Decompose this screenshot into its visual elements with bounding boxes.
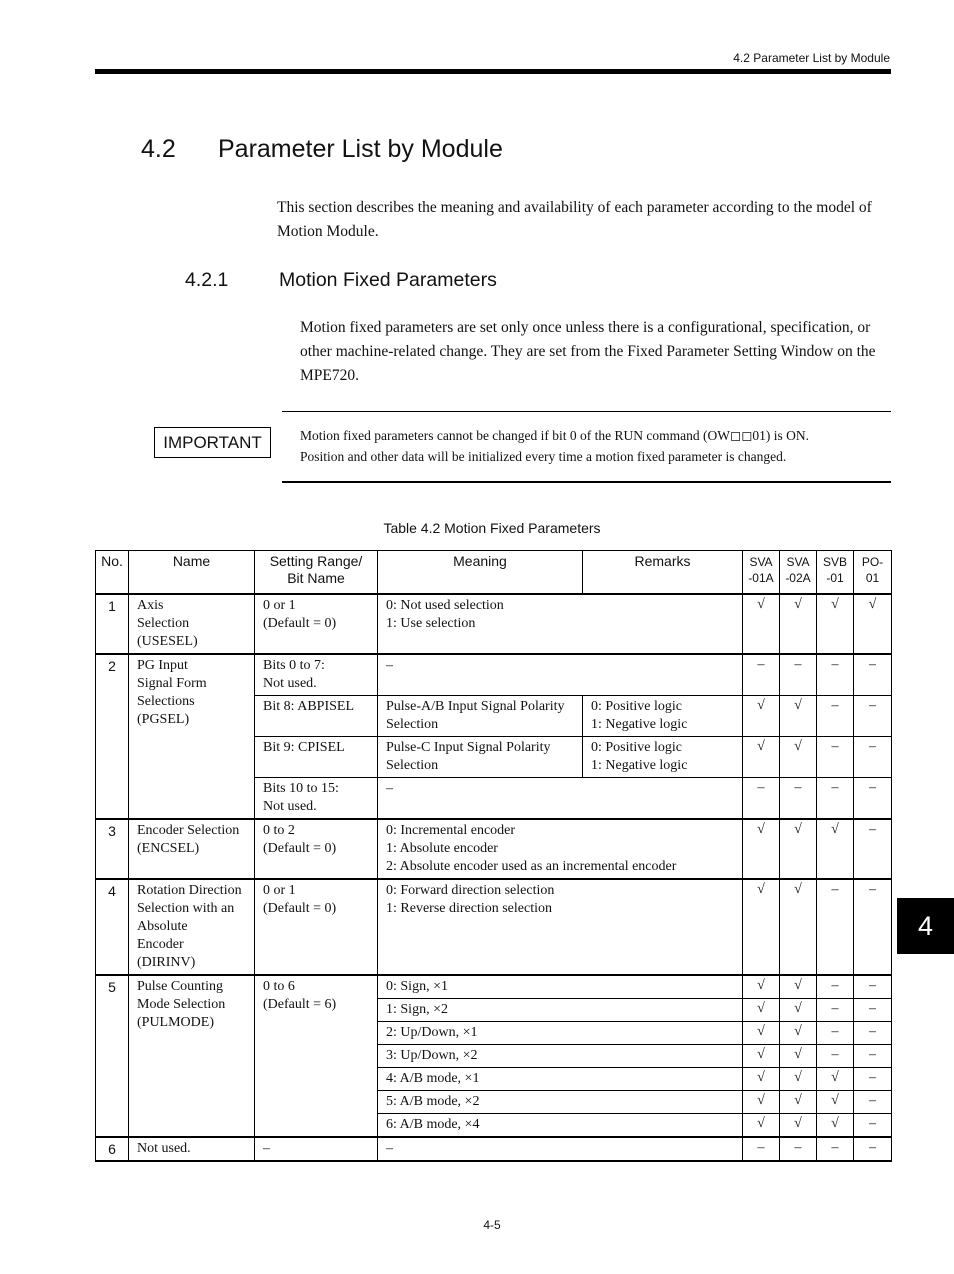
mark-cell: √ bbox=[743, 737, 780, 778]
important-rule-top bbox=[282, 411, 891, 412]
meaning: Pulse-A/B Input Signal Polarity Selection bbox=[378, 696, 583, 737]
mark-cell: √ bbox=[780, 696, 817, 737]
mark-cell: – bbox=[854, 1022, 892, 1045]
subsection-number: 4.2.1 bbox=[185, 269, 229, 291]
parameters-table bbox=[95, 550, 892, 1162]
meaning: 1: Sign, ×2 bbox=[378, 999, 743, 1022]
mark-cell: √ bbox=[743, 696, 780, 737]
meaning: 2: Up/Down, ×1 bbox=[378, 1022, 743, 1045]
body-paragraph: Motion fixed parameters are set only once unless there is a configurational, specification, or other machine-related change. They are set from the Fixed Parameter Setting Window on the MPE720. bbox=[300, 319, 876, 384]
row-number: 4 bbox=[96, 879, 129, 975]
mark-cell: √ bbox=[780, 737, 817, 778]
mark-cell: √ bbox=[780, 999, 817, 1022]
mark-cell: √ bbox=[743, 1068, 780, 1091]
mark-cell: √ bbox=[817, 819, 854, 879]
meaning: 6: A/B mode, ×4 bbox=[378, 1114, 743, 1138]
mark-cell: – bbox=[854, 696, 892, 737]
table-row bbox=[96, 975, 892, 999]
header-model-po01 bbox=[854, 551, 892, 595]
table-row bbox=[96, 594, 892, 654]
meaning: 0: Incremental encoder 1: Absolute encoder 2: Absolute encoder used as an incremental encoder bbox=[378, 819, 743, 879]
subsection-title: Motion Fixed Parameters bbox=[279, 269, 497, 291]
header-model-svb01-line1: SVB bbox=[822, 555, 847, 569]
mark-cell: – bbox=[854, 999, 892, 1022]
important-line-2: Position and other data will be initialized every time a motion fixed parameter is changed. bbox=[300, 449, 787, 464]
mark-cell: – bbox=[780, 778, 817, 820]
mark-cell: √ bbox=[817, 594, 854, 654]
header-model-sva02a bbox=[780, 551, 817, 595]
mark-cell: – bbox=[817, 1022, 854, 1045]
mark-cell: – bbox=[854, 1068, 892, 1091]
row-number: 5 bbox=[96, 975, 129, 1137]
mark-cell: – bbox=[817, 696, 854, 737]
bit-name: Bits 10 to 15: Not used. bbox=[255, 778, 378, 820]
section-title: Parameter List by Module bbox=[218, 135, 503, 163]
meaning: 0: Not used selection 1: Use selection bbox=[378, 594, 743, 654]
mark-cell: √ bbox=[743, 1045, 780, 1068]
header-rule bbox=[95, 69, 891, 74]
mark-cell: √ bbox=[780, 1091, 817, 1114]
mark-cell: – bbox=[743, 1137, 780, 1161]
mark-cell: – bbox=[817, 737, 854, 778]
mark-cell: – bbox=[817, 654, 854, 696]
mark-cell: – bbox=[817, 778, 854, 820]
setting-range: 0 to 6 (Default = 6) bbox=[255, 975, 378, 1137]
header-model-po01-line1: PO- bbox=[861, 555, 884, 569]
mark-cell: √ bbox=[743, 999, 780, 1022]
remarks: 0: Positive logic 1: Negative logic bbox=[583, 737, 743, 778]
mark-cell: √ bbox=[743, 975, 780, 999]
meaning: 4: A/B mode, ×1 bbox=[378, 1068, 743, 1091]
mark-cell: – bbox=[854, 1114, 892, 1138]
mark-cell: – bbox=[854, 879, 892, 975]
param-name: Not used. bbox=[129, 1137, 255, 1161]
table-caption: Table 4.2 Motion Fixed Parameters bbox=[383, 520, 601, 536]
header-remarks: Remarks bbox=[583, 551, 743, 595]
mark-cell: √ bbox=[743, 819, 780, 879]
row-number: 3 bbox=[96, 819, 129, 879]
table-row bbox=[96, 1137, 892, 1161]
meaning: Pulse-C Input Signal Polarity Selection bbox=[378, 737, 583, 778]
mark-cell: – bbox=[743, 654, 780, 696]
header-setting bbox=[255, 551, 378, 595]
mark-cell: √ bbox=[743, 1114, 780, 1138]
mark-cell: – bbox=[743, 778, 780, 820]
setting-range: 0 to 2 (Default = 0) bbox=[255, 819, 378, 879]
table-row bbox=[96, 654, 892, 696]
mark-cell: √ bbox=[817, 1068, 854, 1091]
mark-cell: √ bbox=[780, 819, 817, 879]
meaning: – bbox=[378, 1137, 743, 1161]
meaning: – bbox=[378, 778, 743, 820]
important-rule-bottom bbox=[282, 481, 891, 483]
meaning: 3: Up/Down, ×2 bbox=[378, 1045, 743, 1068]
bit-name: Bit 8: ABPISEL bbox=[255, 696, 378, 737]
intro-paragraph: This section describes the meaning and availability of each parameter according to the model of Motion Module. bbox=[277, 199, 872, 240]
header-no: No. bbox=[96, 551, 129, 595]
mark-cell: √ bbox=[780, 1022, 817, 1045]
mark-cell: – bbox=[817, 1137, 854, 1161]
table-header-row bbox=[96, 551, 892, 595]
running-head: 4.2 Parameter List by Module bbox=[733, 51, 890, 65]
table-row bbox=[96, 819, 892, 879]
header-setting-line2: Bit Name bbox=[287, 570, 345, 586]
header-model-po01-line2: 01 bbox=[865, 571, 880, 585]
header-setting-line1: Setting Range/ bbox=[269, 553, 363, 569]
mark-cell: – bbox=[854, 975, 892, 999]
header-model-sva01a-line1: SVA bbox=[749, 555, 773, 569]
mark-cell: √ bbox=[780, 975, 817, 999]
setting-range: 0 or 1 (Default = 0) bbox=[255, 879, 378, 975]
table-body bbox=[96, 594, 892, 1161]
header-model-svb01-line2: -01 bbox=[826, 571, 844, 585]
bit-name: Bit 9: CPISEL bbox=[255, 737, 378, 778]
header-model-sva01a-line2: -01A bbox=[748, 571, 774, 585]
mark-cell: – bbox=[854, 1091, 892, 1114]
mark-cell: √ bbox=[743, 1091, 780, 1114]
mark-cell: – bbox=[854, 1045, 892, 1068]
mark-cell: – bbox=[817, 975, 854, 999]
meaning: 5: A/B mode, ×2 bbox=[378, 1091, 743, 1114]
header-name: Name bbox=[129, 551, 255, 595]
mark-cell: – bbox=[817, 1045, 854, 1068]
row-number: 6 bbox=[96, 1137, 129, 1161]
bit-name: Bits 0 to 7: Not used. bbox=[255, 654, 378, 696]
setting-range: – bbox=[255, 1137, 378, 1161]
mark-cell: √ bbox=[780, 1068, 817, 1091]
important-note bbox=[300, 425, 891, 467]
header-model-sva02a-line1: SVA bbox=[786, 555, 810, 569]
row-number: 1 bbox=[96, 594, 129, 654]
important-line-1: Motion fixed parameters cannot be changed if bit 0 of the RUN command (OW◻◻01) is ON. bbox=[300, 428, 810, 443]
param-name: Encoder Selection (ENCSEL) bbox=[129, 819, 255, 879]
param-name: PG Input Signal Form Selections (PGSEL) bbox=[129, 654, 255, 819]
mark-cell: √ bbox=[780, 594, 817, 654]
param-name: Axis Selection (USESEL) bbox=[129, 594, 255, 654]
header-model-svb01 bbox=[817, 551, 854, 595]
mark-cell: √ bbox=[743, 594, 780, 654]
mark-cell: – bbox=[854, 778, 892, 820]
mark-cell: – bbox=[780, 1137, 817, 1161]
mark-cell: – bbox=[817, 879, 854, 975]
mark-cell: – bbox=[854, 819, 892, 879]
mark-cell: √ bbox=[743, 879, 780, 975]
mark-cell: √ bbox=[817, 1114, 854, 1138]
header-meaning: Meaning bbox=[378, 551, 583, 595]
mark-cell: – bbox=[817, 999, 854, 1022]
mark-cell: √ bbox=[743, 1022, 780, 1045]
header-model-sva01a bbox=[743, 551, 780, 595]
mark-cell: √ bbox=[780, 879, 817, 975]
meaning: 0: Sign, ×1 bbox=[378, 975, 743, 999]
meaning: 0: Forward direction selection 1: Reverse direction selection bbox=[378, 879, 743, 975]
section-number: 4.2 bbox=[141, 135, 176, 163]
mark-cell: – bbox=[854, 654, 892, 696]
chapter-tab: 4 bbox=[897, 898, 954, 954]
meaning: – bbox=[378, 654, 743, 696]
mark-cell: – bbox=[854, 1137, 892, 1161]
table-row bbox=[96, 879, 892, 975]
param-name: Pulse Counting Mode Selection (PULMODE) bbox=[129, 975, 255, 1137]
mark-cell: – bbox=[780, 654, 817, 696]
mark-cell: √ bbox=[854, 594, 892, 654]
mark-cell: – bbox=[854, 737, 892, 778]
page-number: 4-5 bbox=[483, 1218, 501, 1232]
header-model-sva02a-line2: -02A bbox=[785, 571, 811, 585]
mark-cell: √ bbox=[780, 1045, 817, 1068]
important-label: IMPORTANT bbox=[154, 427, 271, 458]
remarks: 0: Positive logic 1: Negative logic bbox=[583, 696, 743, 737]
row-number: 2 bbox=[96, 654, 129, 819]
setting-range: 0 or 1 (Default = 0) bbox=[255, 594, 378, 654]
param-name: Rotation Direction Selection with an Absolute Encoder (DIRINV) bbox=[129, 879, 255, 975]
mark-cell: √ bbox=[780, 1114, 817, 1138]
mark-cell: √ bbox=[817, 1091, 854, 1114]
